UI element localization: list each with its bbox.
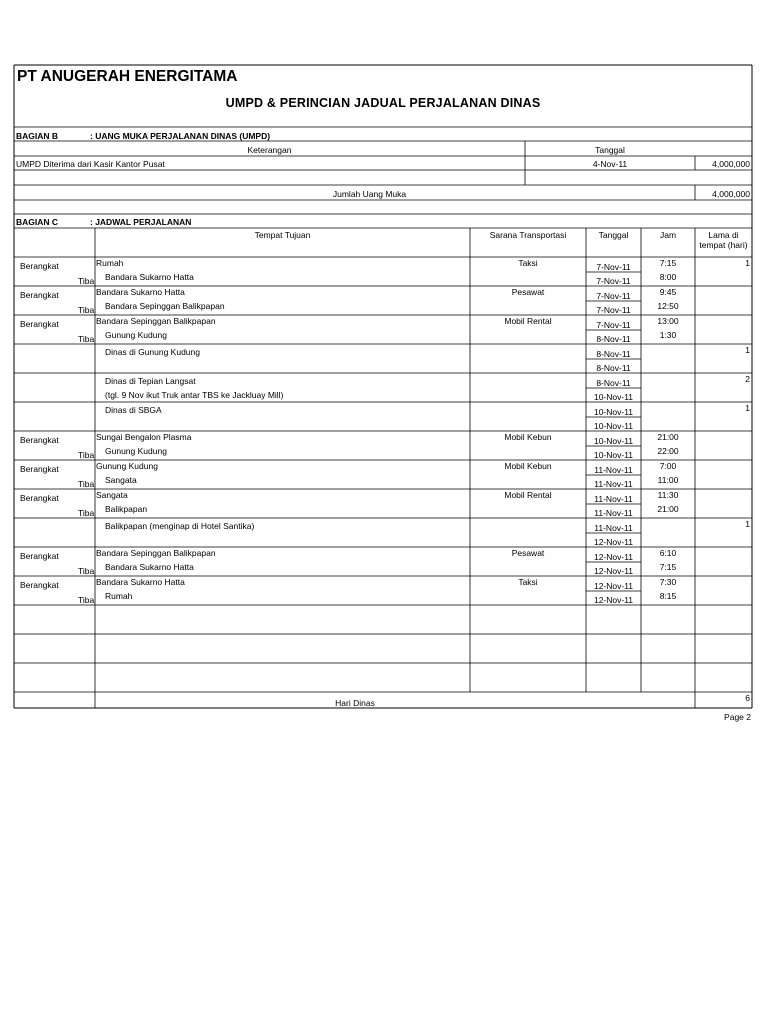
- transport-mode: Mobil Kebun: [504, 432, 552, 442]
- hari-dinas-total: 6: [745, 693, 750, 703]
- date-start: 12-Nov-11: [593, 552, 634, 562]
- depart-label: Berangkat: [20, 435, 59, 445]
- depart-label: Berangkat: [20, 319, 59, 329]
- date-end: 10-Nov-11: [593, 450, 634, 460]
- arrive-label: Tiba: [78, 595, 95, 605]
- time-depart: 13:00: [657, 316, 679, 326]
- date-start: 11-Nov-11: [594, 494, 633, 504]
- time-arrive: 8:15: [659, 591, 677, 601]
- depart-label: Berangkat: [20, 580, 59, 590]
- destination-place: Rumah: [105, 591, 133, 601]
- depart-label: Berangkat: [20, 290, 59, 300]
- date-end: 12-Nov-11: [593, 537, 634, 547]
- date-start: 7-Nov-11: [596, 320, 631, 330]
- transport-mode: Pesawat: [511, 548, 545, 558]
- date-end: 12-Nov-11: [593, 595, 634, 605]
- time-arrive: 1:30: [659, 330, 677, 340]
- header-lama-line1: Lama di: [708, 230, 739, 240]
- section-b-label: BAGIAN B: [16, 131, 59, 141]
- destination-place: Bandara Sukarno Hatta: [105, 272, 194, 282]
- stay-description: Dinas di SBGA: [105, 405, 162, 415]
- transport-mode: Taksi: [518, 258, 538, 268]
- origin-place: Rumah: [96, 258, 124, 268]
- date-end: 11-Nov-11: [594, 508, 633, 518]
- stay-description: Balikpapan (menginap di Hotel Santika): [105, 521, 255, 531]
- header-tanggal-b: Tanggal: [595, 145, 625, 155]
- date-start: 12-Nov-11: [593, 581, 634, 591]
- company-title: PT ANUGERAH ENERGITAMA: [17, 68, 238, 85]
- header-sarana: Sarana Transportasi: [489, 230, 567, 240]
- date-end: 8-Nov-11: [596, 334, 631, 344]
- form-subtitle: UMPD & PERINCIAN JADUAL PERJALANAN DINAS: [225, 96, 541, 110]
- date-start: 11-Nov-11: [594, 465, 633, 475]
- date-end: 11-Nov-11: [594, 479, 633, 489]
- header-lama-line2: tempat (hari): [699, 240, 748, 250]
- origin-place: Gunung Kudung: [96, 461, 158, 471]
- time-depart: 21:00: [657, 432, 679, 442]
- date-start: 10-Nov-11: [593, 407, 634, 417]
- time-arrive: 7:15: [659, 562, 677, 572]
- arrive-label: Tiba: [78, 276, 95, 286]
- date-end: 10-Nov-11: [593, 421, 634, 431]
- hari-dinas-label: Hari Dinas: [335, 698, 375, 708]
- umpd-amount: 4,000,000: [712, 159, 750, 169]
- date-start: 8-Nov-11: [596, 349, 631, 359]
- time-arrive: 22:00: [657, 446, 679, 456]
- time-depart: 7:15: [659, 258, 677, 268]
- destination-place: Balikpapan: [105, 504, 148, 514]
- umpd-date: 4-Nov-11: [592, 159, 628, 169]
- header-tempat-tujuan: Tempat Tujuan: [254, 230, 311, 240]
- umpd-description: UMPD Diterima dari Kasir Kantor Pusat: [16, 159, 165, 169]
- total-advance-amount: 4,000,000: [712, 189, 750, 199]
- time-arrive: 12:50: [657, 301, 679, 311]
- header-jam: Jam: [659, 230, 677, 240]
- header-tanggal-c: Tanggal: [598, 230, 629, 240]
- origin-place: Sangata: [96, 490, 128, 500]
- time-arrive: 21:00: [657, 504, 679, 514]
- transport-mode: Pesawat: [511, 287, 545, 297]
- transport-mode: Mobil Kebun: [504, 461, 552, 471]
- stay-description: Dinas di Tepian Langsat: [105, 376, 196, 386]
- depart-label: Berangkat: [20, 261, 59, 271]
- date-start: 10-Nov-11: [593, 436, 634, 446]
- date-start: 7-Nov-11: [596, 262, 631, 272]
- stay-note: (tgl. 9 Nov ikut Truk antar TBS ke Jackluay Mill): [105, 390, 284, 400]
- time-depart: 11:30: [657, 490, 679, 500]
- origin-place: Bandara Sukarno Hatta: [96, 577, 185, 587]
- time-depart: 7:00: [659, 461, 677, 471]
- arrive-label: Tiba: [78, 479, 95, 489]
- time-arrive: 8:00: [659, 272, 677, 282]
- days-count: 1: [745, 345, 750, 355]
- origin-place: Bandara Sepinggan Balikpapan: [96, 316, 216, 326]
- transport-mode: Mobil Rental: [504, 490, 552, 500]
- arrive-label: Tiba: [78, 566, 95, 576]
- destination-place: Gunung Kudung: [105, 446, 167, 456]
- time-depart: 9:45: [659, 287, 677, 297]
- time-arrive: 11:00: [657, 475, 679, 485]
- date-end: 7-Nov-11: [596, 276, 631, 286]
- depart-label: Berangkat: [20, 551, 59, 561]
- date-start: 8-Nov-11: [596, 378, 631, 388]
- arrive-label: Tiba: [78, 334, 95, 344]
- transport-mode: Taksi: [518, 577, 538, 587]
- origin-place: Bandara Sukarno Hatta: [96, 287, 185, 297]
- date-end: 12-Nov-11: [593, 566, 634, 576]
- days-count: 1: [745, 519, 750, 529]
- date-end: 10-Nov-11: [593, 392, 634, 402]
- page-number: Page 2: [724, 712, 751, 722]
- origin-place: Sungai Bengalon Plasma: [96, 432, 192, 442]
- time-depart: 6:10: [659, 548, 677, 558]
- section-c-label: BAGIAN C: [16, 217, 59, 227]
- arrive-label: Tiba: [78, 305, 95, 315]
- depart-label: Berangkat: [20, 464, 59, 474]
- destination-place: Gunung Kudung: [105, 330, 167, 340]
- transport-mode: Mobil Rental: [504, 316, 552, 326]
- stay-description: Dinas di Gunung Kudung: [105, 347, 200, 357]
- arrive-label: Tiba: [78, 450, 95, 460]
- arrive-label: Tiba: [78, 508, 95, 518]
- destination-place: Sangata: [105, 475, 137, 485]
- days-count: 1: [745, 403, 750, 413]
- depart-label: Berangkat: [20, 493, 59, 503]
- section-c-title: : JADWAL PERJALANAN: [90, 217, 192, 227]
- days-count: 2: [745, 374, 750, 384]
- days-count: 1: [745, 258, 750, 268]
- header-keterangan: Keterangan: [247, 145, 292, 155]
- date-start: 11-Nov-11: [594, 523, 633, 533]
- total-advance-label: Jumlah Uang Muka: [332, 189, 407, 199]
- destination-place: Bandara Sukarno Hatta: [105, 562, 194, 572]
- section-b-title: : UANG MUKA PERJALANAN DINAS (UMPD): [90, 131, 271, 141]
- time-depart: 7:30: [659, 577, 677, 587]
- origin-place: Bandara Sepinggan Balikpapan: [96, 548, 216, 558]
- date-end: 8-Nov-11: [596, 363, 631, 373]
- date-end: 7-Nov-11: [596, 305, 631, 315]
- date-start: 7-Nov-11: [596, 291, 631, 301]
- destination-place: Bandara Sepinggan Balikpapan: [105, 301, 225, 311]
